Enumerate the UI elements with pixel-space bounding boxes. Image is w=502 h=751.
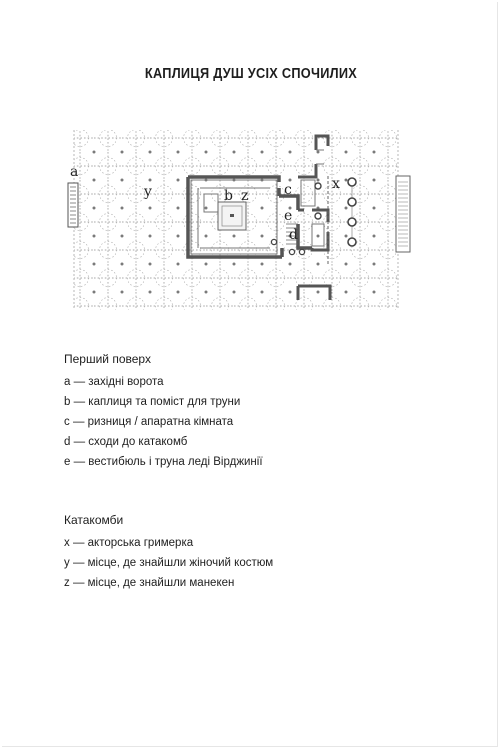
plan-label-d: d — [289, 227, 298, 243]
east-stairs — [396, 176, 410, 252]
legend-heading-catacombs: Катакомби — [64, 513, 124, 527]
legend-item: z — місце, де знайшли манекен — [64, 577, 235, 589]
coffin-platform — [218, 202, 246, 230]
plan-label-y: y — [144, 184, 152, 200]
west-gate — [68, 183, 78, 227]
legend-catacombs — [64, 513, 273, 595]
plan-label-e: e — [284, 208, 293, 224]
legend-item: d — сходи до катакомб — [64, 436, 188, 448]
floor-plan — [66, 124, 418, 316]
plan-label-x: x — [332, 176, 340, 192]
plan-label-a: a — [70, 164, 79, 180]
legend-item: a — західні ворота — [64, 376, 164, 388]
page-title: КАПЛИЦЯ ДУШ УСІХ СПОЧИЛИХ — [144, 66, 358, 82]
plan-label-c: c — [284, 182, 292, 198]
legend-item: y — місце, де знайшли жіночий костюм — [64, 557, 274, 569]
legend-item: c — ризниця / апаратна кімната — [64, 416, 234, 428]
legend-heading-first-floor: Перший поверх — [64, 352, 151, 366]
plan-label-b: b — [224, 188, 233, 204]
legend-item: x — акторська гримерка — [64, 537, 194, 549]
plan-label-z: z — [241, 188, 249, 204]
legend-item: b — каплиця та поміст для труни — [64, 396, 241, 408]
legend-first-floor — [64, 352, 263, 474]
legend-item: e — вестибюль і труна леді Вірджинії — [64, 456, 263, 468]
